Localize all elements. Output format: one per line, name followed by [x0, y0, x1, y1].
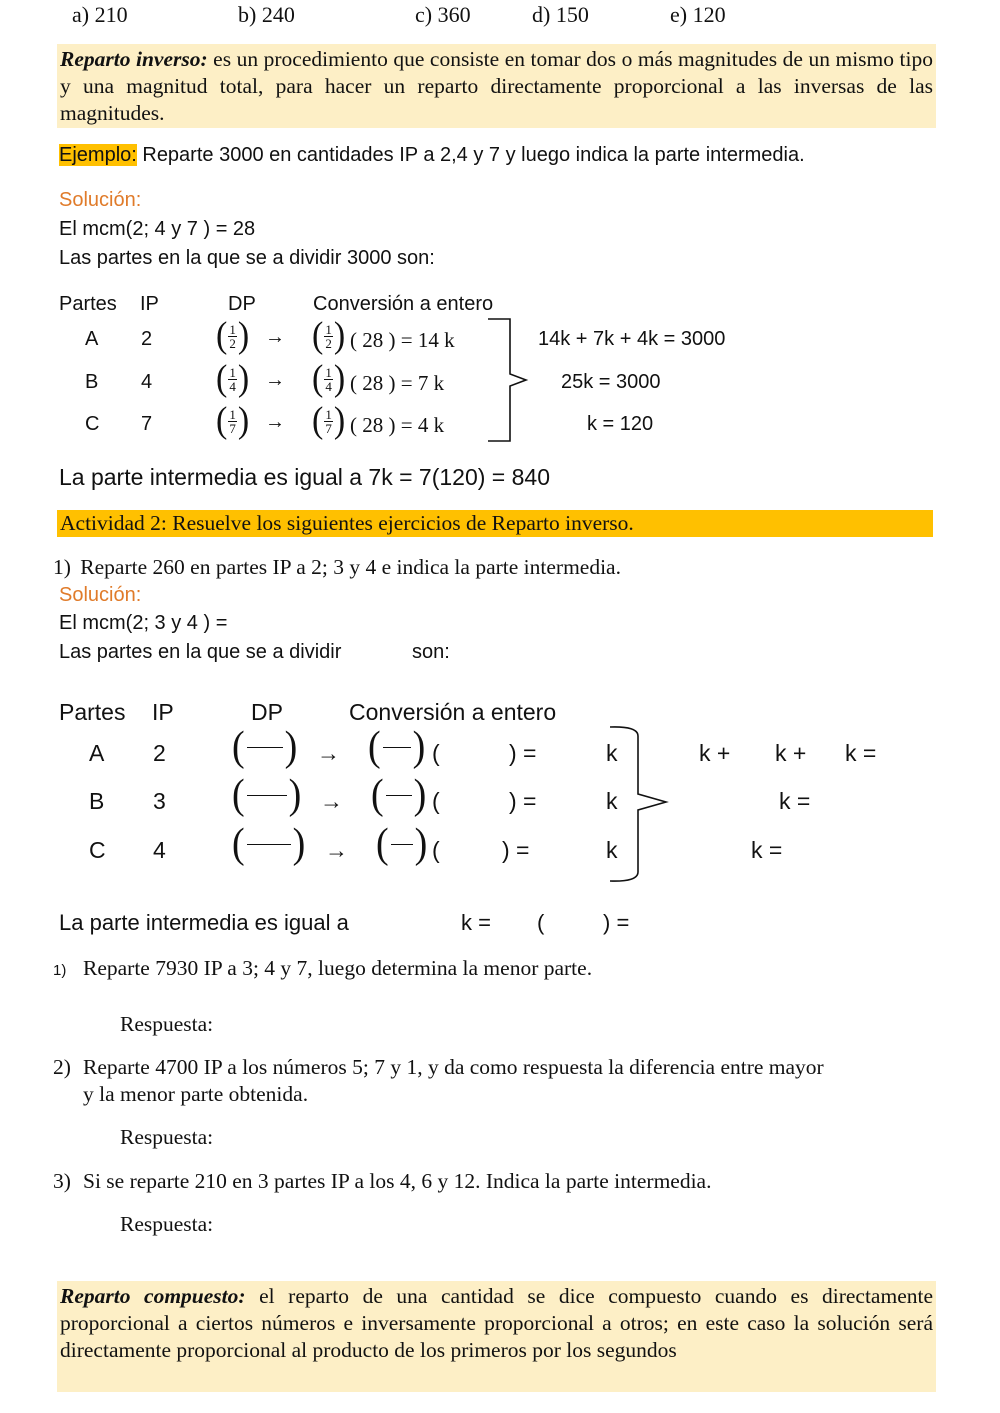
arrow-icon: → — [265, 411, 285, 433]
eq1-term2: k + — [775, 740, 807, 766]
close-eq: ) = — [509, 788, 537, 814]
blank-fraction: ( ) — [232, 820, 306, 868]
row-conv-value: ( 28 ) = 14 k — [350, 328, 455, 352]
eq1-term1: k + — [699, 740, 731, 766]
row-ip: 3 — [153, 788, 166, 814]
close-eq: ) = — [502, 837, 530, 863]
row-conv-fraction: ( 1 2 ) — [312, 315, 346, 356]
ejemplo-mcm: El mcm(2; 4 y 7 ) = 28 — [59, 218, 256, 240]
actividad-title: Actividad 2: Resuelve los siguientes ejercicios de Reparto inverso. — [57, 510, 933, 537]
ejemplo-solucion-label: Solución: — [59, 189, 142, 211]
open-paren: ( — [432, 788, 440, 814]
option-a: a) 210 — [72, 2, 128, 27]
reparto-inverso-definition — [57, 44, 936, 128]
reparto-inverso-term: Reparto inverso: — [60, 47, 208, 71]
problem-number: 1) — [53, 962, 67, 979]
problem-text: Si se reparte 210 en 3 partes IP a los 4, 6 y 12. Indica la parte intermedia. — [83, 1169, 712, 1193]
row-dp-fraction: ( 1 4 ) — [216, 358, 250, 399]
respuesta-label: Respuesta: — [120, 1212, 214, 1236]
row-ip: 2 — [141, 328, 153, 350]
header-partes: Partes — [59, 699, 126, 725]
row-parte: B — [89, 788, 105, 814]
equation-1: 14k + 7k + 4k = 3000 — [538, 328, 726, 350]
respuesta-label: Respuesta: — [120, 1125, 214, 1149]
k-label: k — [606, 837, 618, 863]
ejemplo-label: Ejemplo: — [59, 144, 137, 166]
k-label: k — [606, 788, 618, 814]
conclusion-text: La parte intermedia es igual a — [59, 910, 349, 935]
row-ip: 2 — [153, 740, 166, 766]
option-d: d) 150 — [532, 2, 589, 27]
right-brace-icon — [608, 722, 672, 886]
header-dp: DP — [228, 293, 256, 315]
row-ip: 7 — [141, 413, 153, 435]
equation-3: k = 120 — [587, 413, 654, 435]
row-conv-value: ( 28 ) = 4 k — [350, 413, 445, 437]
ejemplo-conclusion: La parte intermedia es igual a 7k = 7(120) = 840 — [59, 464, 550, 490]
k-label: k — [606, 740, 618, 766]
option-c: c) 360 — [415, 2, 471, 27]
row-dp-fraction: ( 1 2 ) — [216, 315, 250, 356]
row-conv-fraction: ( 1 4 ) — [312, 358, 346, 399]
close-eq: ) = — [509, 740, 537, 766]
row-parte: C — [85, 413, 100, 435]
right-brace-icon — [486, 316, 536, 444]
blank-fraction: ( ) — [376, 820, 428, 868]
arrow-icon: → — [320, 788, 343, 814]
open-paren: ( — [432, 740, 440, 766]
respuesta-label: Respuesta: — [120, 1012, 214, 1036]
row-dp-fraction: ( 1 7 ) — [216, 400, 250, 441]
arrow-icon: → — [325, 837, 348, 863]
conclusion-k: k = — [461, 910, 491, 935]
arrow-icon: → — [317, 740, 340, 766]
conclusion-close: ) = — [603, 910, 630, 935]
row-conv-fraction: ( 1 7 ) — [312, 400, 346, 441]
blank-fraction: ( ) — [368, 723, 426, 771]
problem-text: Reparte 7930 IP a 3; 4 y 7, luego determina la menor parte. — [83, 956, 593, 980]
header-conversion: Conversión a entero — [313, 293, 494, 315]
eq1-term3: k = — [845, 740, 877, 766]
reparto-compuesto-term: Reparto compuesto: — [60, 1284, 246, 1308]
blank-fraction: ( ) — [232, 771, 302, 819]
problem-text: Reparte 260 en partes IP a 2; 3 y 4 e indica la parte intermedia. — [80, 555, 621, 579]
option-b: b) 240 — [238, 2, 295, 27]
actividad-partes-text-b: son: — [412, 641, 450, 663]
equation-2: 25k = 3000 — [561, 371, 661, 393]
reparto-inverso-text: es un procedimiento que consiste en tomar dos o más magnitudes de un mismo tipo y una magnitud total, para hacer un reparto directamente proporcional a las inversas de las magnitudes. — [60, 47, 933, 125]
header-conversion: Conversión a entero — [349, 699, 557, 725]
arrow-icon: → — [265, 369, 285, 391]
blank-fraction: ( ) — [371, 771, 427, 819]
reparto-compuesto-text: el reparto de una cantidad se dice compuesto cuando es directamente proporcional a ciertos números e inversamente proporcional a otros; en este caso la solución será directamente proporcional al producto de los primeros por los segundos — [60, 1284, 933, 1362]
problem-number: 2) — [53, 1055, 71, 1079]
row-ip: 4 — [141, 371, 153, 393]
arrow-icon: → — [265, 326, 285, 348]
row-ip: 4 — [153, 837, 166, 863]
ejemplo-line — [59, 144, 805, 167]
actividad-solucion-label: Solución: — [59, 584, 142, 606]
option-e: e) 120 — [670, 2, 726, 27]
header-partes: Partes — [59, 293, 117, 315]
blank-fraction: ( ) — [232, 723, 298, 771]
actividad-mcm: El mcm(2; 3 y 4 ) = — [59, 612, 228, 634]
row-conv-value: ( 28 ) = 7 k — [350, 371, 445, 395]
header-dp: DP — [251, 699, 283, 725]
problem-1-line — [53, 555, 621, 580]
actividad-partes-text-a: Las partes en la que se a dividir — [59, 641, 342, 663]
ejemplo-partes-text: Las partes en la que se a dividir 3000 son: — [59, 247, 435, 269]
problem-number: 1) — [53, 555, 71, 579]
header-ip: IP — [140, 293, 159, 315]
row-parte: C — [89, 837, 106, 863]
header-ip: IP — [152, 699, 174, 725]
problem-text: Reparte 4700 IP a los números 5; 7 y 1, y da como respuesta la diferencia entre mayor — [83, 1055, 824, 1079]
open-paren: ( — [432, 837, 440, 863]
eq2: k = — [779, 788, 811, 814]
ejemplo-text: Reparte 3000 en cantidades IP a 2,4 y 7 y luego indica la parte intermedia. — [136, 144, 805, 166]
row-parte: A — [89, 740, 105, 766]
problem-text-cont: y la menor parte obtenida. — [83, 1082, 309, 1106]
conclusion-open-paren: ( — [537, 910, 545, 935]
row-parte: A — [85, 328, 99, 350]
problem-number: 3) — [53, 1169, 71, 1193]
eq3: k = — [751, 837, 783, 863]
row-parte: B — [85, 371, 99, 393]
reparto-compuesto-definition — [57, 1281, 936, 1392]
